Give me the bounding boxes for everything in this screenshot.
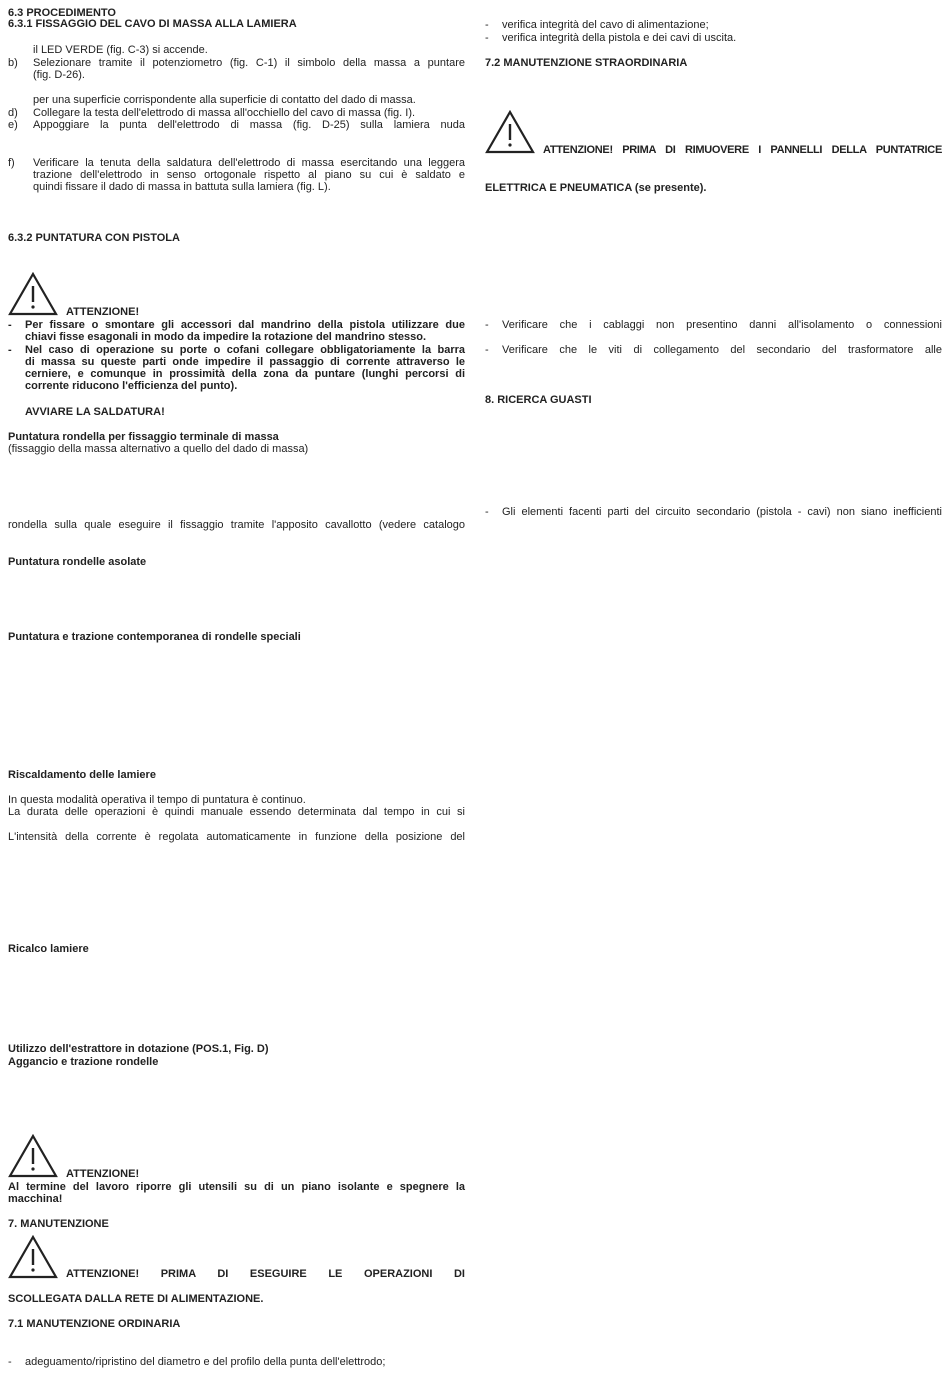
step-d-text: Collegare la testa dell'elettrodo di massa all'occhiello del cavo di massa (fig. I).	[33, 107, 416, 119]
step-f-line1: Verificare la tenuta della saldatura dell'elettrodo di massa esercitando una leggera	[33, 157, 465, 169]
bullet-dash: -	[485, 319, 489, 331]
section-heading-7: 7. MANUTENZIONE	[8, 1218, 109, 1230]
warning-triangle-icon	[485, 110, 535, 154]
surface-text: per una superficie corrispondente alla superficie di contatto del dado di massa.	[33, 94, 416, 106]
warning-2-line1: Nel caso di operazione su porte o cofani collegare obbligatoriamente la barra	[25, 344, 465, 356]
attention-label: ATTENZIONE!	[66, 306, 140, 318]
warning-2-line4: corrente riducono l'efficienza del punto).	[25, 380, 238, 392]
ordinary-maintenance-item: adeguamento/ripristino del diametro e del profilo della punta dell'elettrodo;	[25, 1356, 386, 1368]
section-heading-6-3: 6.3 PROCEDIMENTO	[8, 7, 116, 19]
bullet-dash: -	[8, 1356, 12, 1368]
warning-1-line1: Per fissare o smontare gli accessori dal mandrino della pistola utilizzare due	[25, 319, 465, 331]
list-marker-f: f)	[8, 157, 15, 169]
bullet-dash: -	[485, 32, 489, 44]
warning-triangle-icon	[8, 1134, 58, 1178]
asolate-heading: Puntatura rondelle asolate	[8, 556, 147, 568]
riscaldamento-line1: In questa modalità operativa il tempo di puntatura è continuo.	[8, 794, 306, 806]
attention-3-line: ATTENZIONE! PRIMA DI ESEGUIRE LE OPERAZIONI DI	[66, 1268, 465, 1280]
section-heading-7-1: 7.1 MANUTENZIONE ORDINARIA	[8, 1318, 181, 1330]
section-heading-7-2: 7.2 MANUTENZIONE STRAORDINARIA	[485, 57, 688, 69]
bullet-dash: -	[485, 19, 489, 31]
rondella-title: Puntatura rondella per fissaggio terminale di massa	[8, 431, 279, 443]
check-screws: Verificare che le viti di collegamento del secondario del trasformatore alle	[502, 344, 942, 356]
troubleshooting-item: Gli elementi facenti parti del circuito secondario (pistola - cavi) non siano inefficienti	[502, 506, 942, 518]
warning-2-line3: cerniere, e comunque in prossimità della zona da puntare (lunghi percorsi di	[25, 368, 465, 380]
bullet-dash: -	[8, 344, 12, 356]
section-heading-8: 8. RICERCA GUASTI	[485, 394, 592, 406]
aggancio-heading: Aggancio e trazione rondelle	[8, 1056, 159, 1068]
section-heading-6-3-2: 6.3.2 PUNTATURA CON PISTOLA	[8, 232, 180, 244]
riscaldamento-line2: La durata delle operazioni è quindi manuale essendo determinata dal tempo in cui si	[8, 806, 465, 818]
start-welding-text: AVVIARE LA SALDATURA!	[25, 406, 165, 418]
list-marker-b: b)	[8, 57, 18, 69]
trazione-heading: Puntatura e trazione contemporanea di rondelle speciali	[8, 631, 301, 643]
attention-2-line2: macchina!	[8, 1193, 63, 1205]
step-b-line2: (fig. D-26).	[33, 69, 85, 81]
rondella-subtitle: (fissaggio della massa alternativo a quello del dado di massa)	[8, 443, 309, 455]
warning-triangle-icon	[8, 272, 58, 316]
ricalco-heading: Ricalco lamiere	[8, 943, 89, 955]
section-heading-6-3-1: 6.3.1 FISSAGGIO DEL CAVO DI MASSA ALLA LAMIERA	[8, 18, 297, 30]
list-marker-d: d)	[8, 107, 18, 119]
attention-2-line1: Al termine del lavoro riporre gli utensili su di un piano isolante e spegnere la	[8, 1181, 465, 1193]
estrattore-heading: Utilizzo dell'estrattore in dotazione (POS.1, Fig. D)	[8, 1043, 269, 1055]
right-item-1: verifica integrità del cavo di alimentazione;	[502, 19, 709, 31]
bullet-dash: -	[485, 506, 489, 518]
step-f-line3: quindi fissare il dado di massa in battuta sulla lamiera (fig. L).	[33, 181, 331, 193]
warning-2-line2: di massa su queste parti onde impedire il passaggio di corrente attraverso le	[25, 356, 465, 368]
warning-1-line2: chiavi fisse esagonali in modo da impedire la rotazione del mandrino stesso.	[25, 331, 426, 343]
step-e-text: Appoggiare la punta dell'elettrodo di massa (fig. D-25) sulla lamiera nuda	[33, 119, 465, 131]
right-item-2: verifica integrità della pistola e dei cavi di uscita.	[502, 32, 737, 44]
bullet-dash: -	[8, 319, 12, 331]
list-marker-e: e)	[8, 119, 18, 131]
bullet-dash: -	[485, 344, 489, 356]
attention-right-line: ATTENZIONE! PRIMA DI RIMUOVERE I PANNELLI DELLA PUNTATRICE	[543, 144, 942, 156]
attention-3-continuation: SCOLLEGATA DALLA RETE DI ALIMENTAZIONE.	[8, 1293, 264, 1305]
step-f-line2: trazione dell'elettrodo in senso ortogonale rispetto al piano su cui è saldato e	[33, 169, 465, 181]
attention-label: ATTENZIONE!	[66, 1168, 140, 1180]
rondella-text: rondella sulla quale eseguire il fissaggio tramite l'apposito cavallotto (vedere catalogo	[8, 519, 465, 531]
riscaldamento-heading: Riscaldamento delle lamiere	[8, 769, 156, 781]
step-b-line1: Selezionare tramite il potenziometro (fig. C-1) il simbolo della massa a puntare	[33, 57, 465, 69]
attention-right-continuation: ELETTRICA E PNEUMATICA (se presente).	[485, 182, 707, 194]
warning-triangle-icon	[8, 1235, 58, 1279]
riscaldamento-line3: L'intensità della corrente è regolata automaticamente in funzione della posizione del	[8, 831, 465, 843]
check-cabling: Verificare che i cablaggi non presentino danni all'isolamento o connessioni	[502, 319, 942, 331]
led-verde-text: il LED VERDE (fig. C-3) si accende.	[33, 44, 208, 56]
